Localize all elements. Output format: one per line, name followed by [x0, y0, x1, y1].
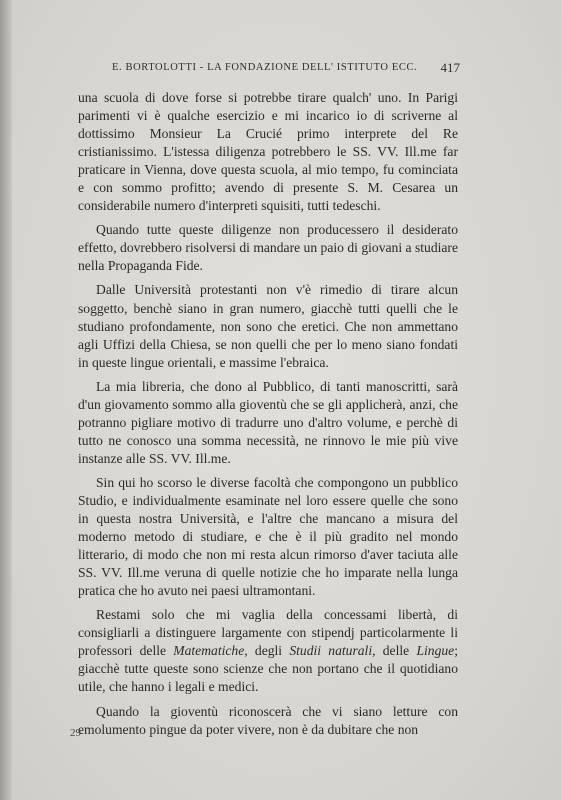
italic-lingue: Lingue — [416, 643, 455, 659]
page-number: 417 — [440, 60, 460, 75]
paragraph-6-text-start: Restami solo che mi vaglia della concessami libertà, di consigliarli a distinguere largamente con stipendj particolarmente li professori delle — [78, 607, 458, 659]
page-binding-edge — [0, 0, 12, 800]
paragraph-5: Sin qui ho scorso le diverse facoltà che compongono un pubblico Studio, e individualmente esaminate nel loro essere quelle che sono in questa nostra Università, e l'altre che mancano a misura del moderno metodo di studiare, e che è il più gradito nel mondo litterario, di modo che non mi resta alcun rimorso d'aver taciuta alle SS. VV. Ill.me veruna di quelle notizie che ho imparate nella lunga pratica che ho avuto nei paesi ultramontani. — [78, 474, 458, 599]
paragraph-6-text-end: ; giacchè tutte queste sono scienze che non portano che il quotidiano utile, che hanno i legali e medici. — [78, 643, 458, 695]
paragraph-4: La mia libreria, che dono al Pubblico, di tanti manoscritti, sarà d'un giovamento sommo alla gioventù che se gli applicherà, anzi, che potranno pigliare motivo di tradurre uno d'altro volume, e perchè di tutto ne conosco una somma necessità, ne rinnovo le mie più vive instanze alle SS. VV. Ill.me. — [78, 378, 458, 466]
paragraph-7: Quando la gioventù riconoscerà che vi siano letture con emolumento pingue da poter vivere, non è da dubitare che non — [78, 703, 458, 737]
running-header — [96, 58, 460, 78]
italic-matematiche: Matematiche — [173, 643, 245, 659]
paragraph-1: una scuola di dove forse si potrebbe tirare qualch' uno. In Parigi parimenti vi è qualche esercizio e mi incarico io di scriverne al dottissimo Monsieur La Crucié primo interprete del Re cristianissimo. L'istessa diligenza potrebbero le SS. VV. Ill.me far praticare in Vienna, dove questa scuola, al mio tempo, fu cominciata e con sommo profitto; avendo di presente S. M. Cesarea un considerabile numero d'interpreti squisiti, tutti tedeschi. — [78, 90, 458, 214]
paragraph-6 — [78, 606, 458, 696]
signature-mark: 29 — [70, 727, 81, 739]
running-title: E. BORTOLOTTI - LA FONDAZIONE DELL' ISTITUTO ECC. — [112, 62, 418, 73]
paragraph-6-text-mid1: , degli — [244, 643, 290, 659]
body-text — [78, 89, 458, 739]
paragraph-6-text-mid2: , delle — [372, 643, 417, 659]
paragraph-3: Dalle Università protestanti non v'è rimedio di tirare alcun soggetto, benchè siano in gran numero, giacchè tutti quelli che le studiano profondamente, non sono che eretici. Che non ammettano agli Uffizi della Chiesa, se non quelli che per lo meno siano fondati in queste lingue orientali, e massime l'ebraica. — [78, 282, 458, 370]
paragraph-2: Quando tutte queste diligenze non producessero il desiderato effetto, dovrebbero risolversi di mandare un paio di giovani a studiare nella Propaganda Fide. — [78, 222, 458, 274]
italic-studii-naturali: Studii naturali — [289, 643, 373, 659]
